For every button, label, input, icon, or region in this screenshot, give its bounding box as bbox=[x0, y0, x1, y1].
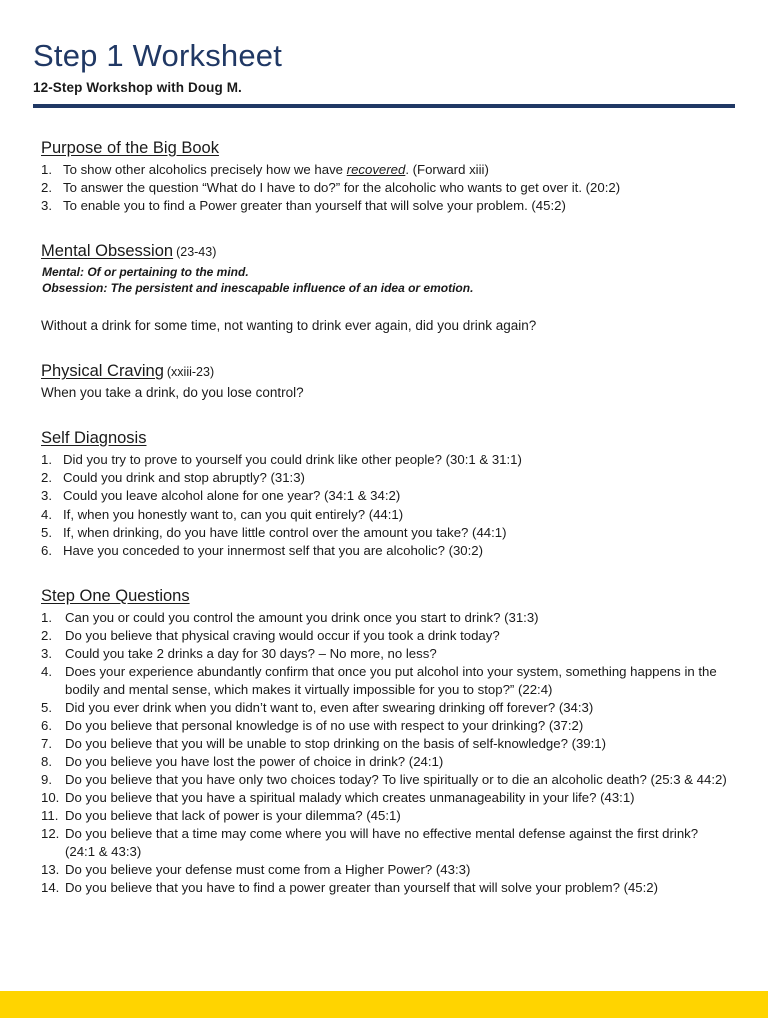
list-item-number: 12. bbox=[41, 826, 60, 842]
list-item-number: 1. bbox=[41, 162, 52, 177]
list-item-text: Do you believe that physical craving would occur if you took a drink today? bbox=[65, 627, 500, 643]
list-item-text: Could you drink and stop abruptly? (31:3) bbox=[63, 470, 305, 486]
list-item-text: If, when drinking, do you have little control over the amount you take? (44:1) bbox=[63, 524, 507, 540]
page-subtitle: 12-Step Workshop with Doug M. bbox=[33, 80, 242, 95]
spacer bbox=[41, 402, 731, 428]
list-item bbox=[41, 789, 731, 807]
section-heading-text: Self Diagnosis bbox=[41, 429, 147, 448]
list-item bbox=[41, 542, 731, 560]
section-heading-reference bbox=[190, 590, 193, 604]
list-item bbox=[41, 771, 731, 789]
list-item-text-post: . (Forward xiii) bbox=[405, 162, 489, 177]
list-item-number: 10. bbox=[41, 790, 60, 806]
list-item-number: 14. bbox=[41, 880, 60, 896]
list-item-text: Do you believe that you have a spiritual malady which creates unmanageability in your life? (43:1) bbox=[65, 790, 635, 806]
list-item bbox=[41, 753, 731, 771]
footer-accent-bar bbox=[0, 991, 768, 1018]
section-heading-mental-obsession bbox=[41, 241, 731, 263]
spacer bbox=[41, 335, 731, 361]
section-self-diagnosis bbox=[41, 428, 731, 559]
list-item bbox=[41, 861, 731, 879]
list-item-number: 8. bbox=[41, 754, 52, 770]
list-item bbox=[41, 807, 731, 825]
document-body bbox=[41, 138, 731, 897]
purpose-list bbox=[41, 161, 731, 215]
document-header bbox=[33, 38, 735, 96]
list-item-text: Does your experience abundantly confirm that once you put alcohol into your system, something happens in the bodily and mental sense, which makes it virtually impossible for you to stop?” (22:4) bbox=[65, 664, 717, 697]
list-item bbox=[41, 825, 731, 860]
list-item-text: Do you believe that a time may come where you will have no effective mental defense against the first drink? (24:1 & 43:3) bbox=[65, 826, 699, 860]
section-heading-self-diagnosis bbox=[41, 428, 731, 450]
list-item-number: 5. bbox=[41, 699, 52, 715]
list-item-number: 3. bbox=[41, 488, 52, 504]
list-item-number: 6. bbox=[41, 542, 52, 558]
list-item-text: Do you believe you have lost the power of choice in drink? (24:1) bbox=[65, 754, 444, 770]
list-item bbox=[41, 663, 731, 698]
list-item-text: Do you believe that you have to find a power greater than yourself that will solve your problem? (45:2) bbox=[65, 880, 659, 896]
list-item-number: 1. bbox=[41, 609, 52, 625]
list-item bbox=[41, 699, 731, 717]
list-item-number: 5. bbox=[41, 524, 52, 540]
section-heading-text: Mental Obsession bbox=[41, 242, 174, 261]
list-item-number: 4. bbox=[41, 506, 52, 522]
section-heading-text: Step One Questions bbox=[41, 586, 190, 605]
spacer bbox=[41, 560, 731, 586]
list-item-text: To enable you to find a Power greater than yourself that will solve your problem. (45:2) bbox=[63, 198, 566, 214]
list-item bbox=[41, 487, 731, 505]
section-heading-reference: (23-43) bbox=[176, 245, 217, 260]
list-item bbox=[41, 879, 731, 897]
list-item-text: Do you believe your defense must come from a Higher Power? (43:3) bbox=[65, 862, 471, 878]
self-diagnosis-list bbox=[41, 451, 731, 559]
list-item-text: Do you believe that personal knowledge is of no use with respect to your drinking? (37:2) bbox=[65, 717, 584, 733]
list-item-text: Could you take 2 drinks a day for 30 days? – No more, no less? bbox=[65, 646, 437, 662]
list-item bbox=[41, 179, 731, 197]
list-item-text: Do you believe that lack of power is your dilemma? (45:1) bbox=[65, 808, 401, 824]
section-mental-obsession bbox=[41, 241, 731, 335]
list-item bbox=[41, 197, 731, 215]
list-item bbox=[41, 627, 731, 645]
list-item-text: Did you try to prove to yourself you could drink like other people? (30:1 & 31:1) bbox=[63, 452, 522, 468]
list-item bbox=[41, 717, 731, 735]
step-one-questions-list bbox=[41, 609, 731, 897]
list-item-text-pre: To show other alcoholics precisely how we have bbox=[63, 162, 347, 177]
list-item-text: To answer the question “What do I have to do?” for the alcoholic who wants to get over it. (20:2) bbox=[63, 180, 621, 196]
section-heading-purpose bbox=[41, 138, 731, 160]
list-item-text: Do you believe that you have only two choices today? To live spiritually or to die an alcoholic death? (25:3 & 44:2) bbox=[65, 772, 727, 788]
list-item-number: 13. bbox=[41, 862, 60, 878]
definition-line: Mental: Of or pertaining to the mind. bbox=[42, 265, 249, 280]
section-step-one-questions bbox=[41, 586, 731, 897]
list-item bbox=[41, 524, 731, 542]
list-item-text: Did you ever drink when you didn’t want to, even after swearing drinking off forever? (34:3) bbox=[65, 699, 594, 715]
list-item-text: Have you conceded to your innermost self that you are alcoholic? (30:2) bbox=[63, 542, 484, 558]
list-item-number: 9. bbox=[41, 772, 52, 788]
definition-block bbox=[42, 264, 731, 296]
mental-obsession-prompt: Without a drink for some time, not wanting to drink ever again, did you drink again? bbox=[41, 318, 537, 334]
list-item-number: 4. bbox=[41, 664, 52, 680]
list-item-number: 7. bbox=[41, 736, 52, 751]
section-heading-text: Physical Craving bbox=[41, 362, 164, 381]
list-item bbox=[41, 735, 731, 753]
spacer bbox=[41, 215, 731, 241]
section-physical-craving bbox=[41, 361, 731, 402]
page-title: Step 1 Worksheet bbox=[33, 38, 283, 73]
list-item-number: 6. bbox=[41, 717, 52, 733]
physical-craving-prompt: When you take a drink, do you lose control? bbox=[41, 385, 304, 401]
definition-line: Obsession: The persistent and inescapable influence of an idea or emotion. bbox=[42, 281, 474, 296]
list-item bbox=[41, 645, 731, 663]
section-heading-step-one-questions bbox=[41, 586, 731, 608]
list-item-number: 2. bbox=[41, 470, 52, 486]
list-item-number: 2. bbox=[41, 180, 52, 196]
spacer bbox=[41, 296, 731, 317]
list-item-emphasis: recovered bbox=[346, 162, 406, 177]
list-item-text: Do you believe that you will be unable to stop drinking on the basis of self-knowledge? (39:1) bbox=[65, 736, 607, 751]
section-heading-reference bbox=[219, 142, 222, 156]
list-item-number: 3. bbox=[41, 198, 52, 214]
list-item bbox=[41, 609, 731, 627]
list-item-text: If, when you honestly want to, can you quit entirely? (44:1) bbox=[63, 506, 404, 522]
header-divider bbox=[33, 104, 735, 108]
list-item-number: 11. bbox=[41, 808, 59, 824]
list-item-number: 1. bbox=[41, 452, 52, 468]
list-item bbox=[41, 469, 731, 487]
list-item bbox=[41, 451, 731, 469]
list-item bbox=[41, 506, 731, 524]
section-purpose-of-the-big-book bbox=[41, 138, 731, 215]
section-heading-text: Purpose of the Big Book bbox=[41, 139, 219, 157]
list-item-text: Could you leave alcohol alone for one year? (34:1 & 34:2) bbox=[63, 488, 401, 504]
list-item-text: Can you or could you control the amount you drink once you start to drink? (31:3) bbox=[65, 609, 539, 625]
section-heading-reference bbox=[146, 432, 149, 446]
section-heading-physical-craving bbox=[41, 361, 731, 383]
list-item-number: 3. bbox=[41, 646, 52, 662]
list-item bbox=[41, 161, 731, 179]
list-item-number: 2. bbox=[41, 627, 52, 643]
section-heading-reference: (xxiii-23) bbox=[166, 365, 215, 380]
